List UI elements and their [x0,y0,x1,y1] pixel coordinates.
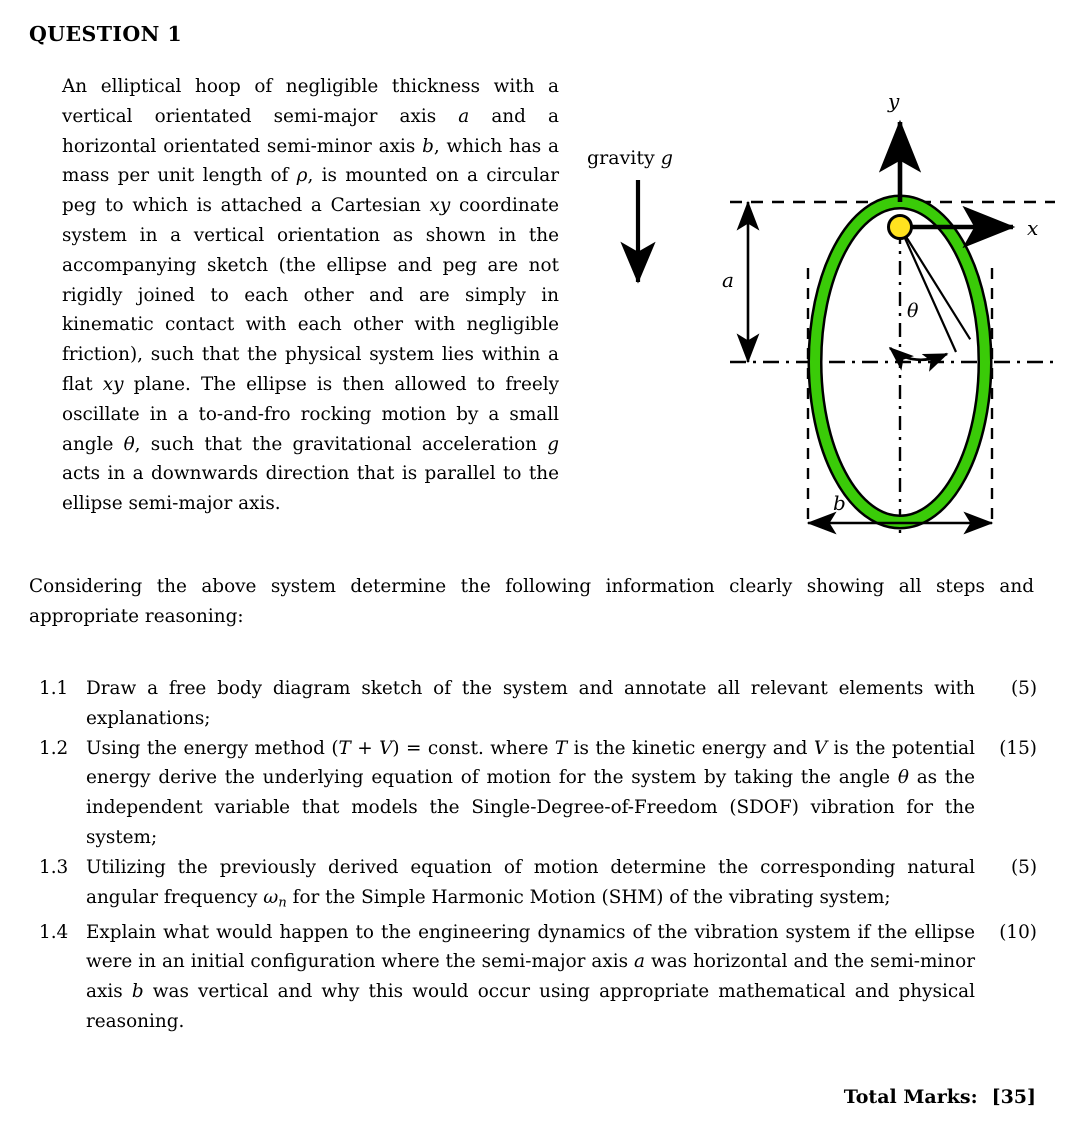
list-item [29,734,1037,853]
peg-marker [889,216,912,239]
theta-angle-arc [890,348,947,360]
gravity-label: gravity g [587,147,673,169]
question-marks: (10) [999,921,1037,943]
question-number: 1.2 [39,737,69,759]
page-title: QUESTION 1 [29,22,183,46]
question-text: Using the energy method (T + V) = const. where T is the kinetic energy and V is the potential energy derive the underlying equation of motion for the system by taking the angle θ as the independent variable that models the Single-Degree-of-Freedom (SDOF) vibration for the system; [86,737,975,848]
question-marks: (5) [1010,856,1037,878]
list-item [29,674,1037,734]
instruction-paragraph: Considering the above system determine the following information clearly showing all steps and appropriate reasoning: [29,576,1034,627]
question-number: 1.3 [39,856,69,878]
semi-major-label: a [722,268,734,292]
theta-radius-line [900,227,956,352]
total-marks [844,1086,1036,1108]
question-number: 1.1 [39,678,69,699]
question-marks: (5) [1010,678,1037,699]
question-text: Utilizing the previously derived equation of motion determine the corresponding natural angular frequency $\omega_n$ for the Simple Harmonic Motion (SHM) of the vibrating system; [86,856,975,910]
theta-label: θ [907,300,919,322]
total-marks-label: Total Marks: [843,1086,978,1108]
question-text: Draw a free body diagram sketch of the system and annotate all relevant elements with explanations; [86,678,975,729]
list-item [29,918,1037,1037]
question-list [29,674,1037,1037]
y-axis-label: y [888,89,900,113]
question-number: 1.4 [39,921,69,943]
question-text: Explain what would happen to the engineering dynamics of the vibration system if the ellipse were in an initial configuration where the semi-major axis a was horizontal and the semi-minor axis b was vertical and why this would occur using appropriate mathematical and physical reasoning. [86,921,976,1033]
total-marks-value: [35] [991,1086,1036,1108]
list-item [29,853,1037,918]
semi-minor-label: b [833,491,846,515]
intro-paragraph: An elliptical hoop of negligible thickness with a vertical orientated semi-major axis a and a horizontal orientated semi-minor axis b, which has a mass per unit length of ρ, is mounted on a circular peg to which is attached a Carte​sian xy coordinate system in a vertical orienta​tion as shown in the accompanying sketch (the ellipse and peg are not rigidly joined to each other and are simply in kinematic contact with each other with negligible friction), such that the physical system lies within a flat xy plane. The ellipse is then allowed to freely oscillate in a to-and-fro rocking motion by a small angle θ, such that the gravitational acceleration g acts in a downwards direction that is parallel to the ellipse semi-major axis. [62,76,560,515]
instruction-paragraph-wrap [29,572,1034,632]
intro-paragraph-column [62,72,559,519]
question-marks: (15) [999,737,1037,759]
x-axis-label: x [1027,216,1039,240]
system-sketch-figure [575,80,1055,560]
